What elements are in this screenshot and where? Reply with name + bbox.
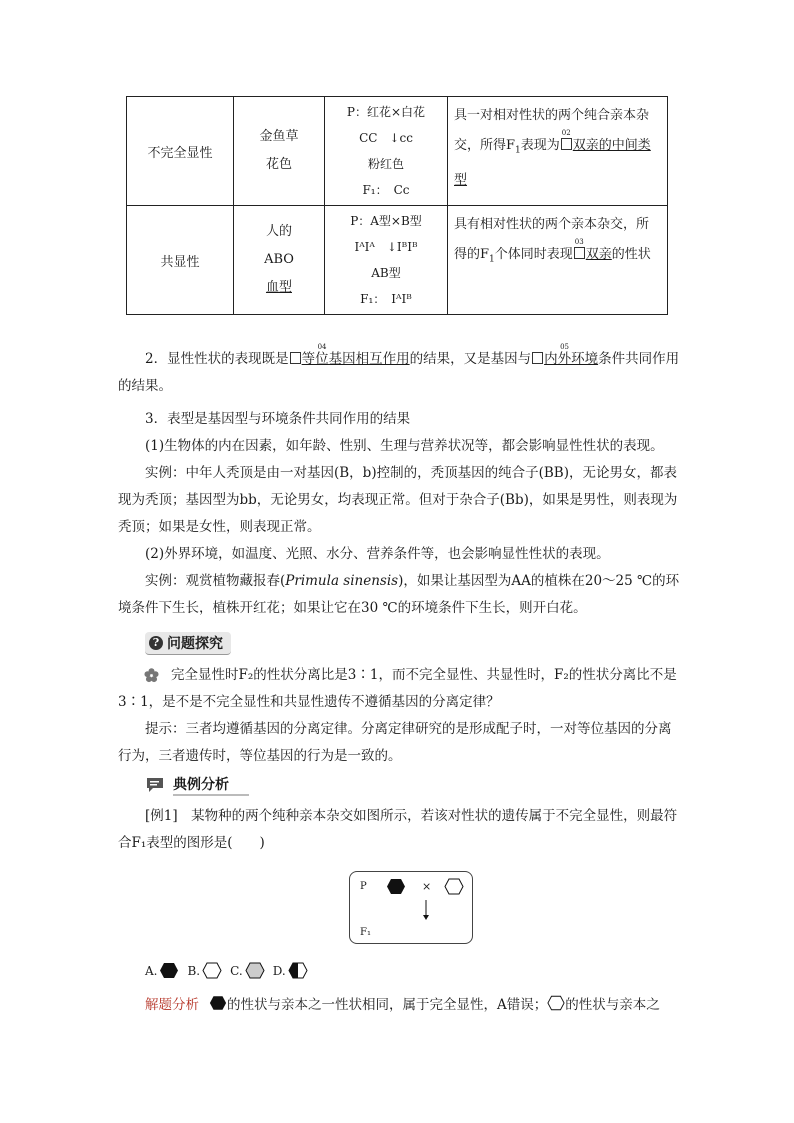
analysis-line: 解题分析 的性状与亲本之一性状相同，属于完全显性，A错误； 的性状与亲本之 xyxy=(145,993,685,1013)
answer: 双亲的中间类型 xyxy=(454,138,651,188)
section-label: ? 问题探究 xyxy=(145,632,231,655)
half-hexagon-icon xyxy=(288,962,308,979)
table-row xyxy=(127,206,668,315)
blank-box: 03 xyxy=(574,247,585,259)
example-cell: 人的 ABO 血型 xyxy=(234,206,325,315)
hint-text: 提示：三者均遵循基因的分离定律。分离定律研究的是形成配子时，一对等位基因的分离行为，三者遗传时，等位基因的行为是一致的。 xyxy=(118,721,672,764)
table-row xyxy=(127,97,668,206)
options-row xyxy=(145,962,308,979)
paragraph: 3．表型是基因型与环境条件共同作用的结果 xyxy=(145,411,411,427)
paragraph: (1)生物体的内在因素，如年龄、性别、生理与营养状况等，都会影响显性性状的表现。 xyxy=(145,438,664,454)
section-label: 典例分析 xyxy=(145,774,249,796)
cross-cell: P：红花×白花 CC ↓cc 粉红色 F₁： Cc xyxy=(325,97,448,206)
gray-hexagon-icon xyxy=(245,962,265,979)
option-a: A. xyxy=(145,963,158,978)
inheritance-table xyxy=(126,96,668,315)
type-cell: 不完全显性 xyxy=(127,97,234,206)
example-cell: 金鱼草 花色 xyxy=(234,97,325,206)
blank-box: 02 xyxy=(561,138,572,150)
answer: 双亲 xyxy=(585,247,612,262)
white-hexagon-icon xyxy=(202,962,222,979)
chat-icon xyxy=(145,776,167,794)
black-hexagon-icon xyxy=(209,995,227,1011)
blank-box: 04 xyxy=(290,352,301,364)
example-question: [例1] 某物种的两个纯种亲本杂交如图所示，若该对性状的遗传属于不完全显性，则最符合F₁表型的图形是( ) xyxy=(118,808,678,851)
blank-box: 05 xyxy=(532,352,543,364)
paragraph: 实例：中年人秃顶是由一对基因(B，b)控制的，秃顶基因的纯合子(BB)，无论男女，都表现为秃顶；基因型为bb，无论男女，均表现正常。但对于杂合子(Bb)，如果是男性，则表现为秃顶；如果是女性，则表现正常。 xyxy=(118,465,678,535)
cross-cell: P：A型×B型 IᴬIᴬ ↓IᴮIᴮ AB型 F₁： IᴬIᴮ xyxy=(325,206,448,315)
desc-cell: 具一对相对性状的两个纯合亲本杂交，所得$F_1$表现为 02 双亲的中间类型 xyxy=(448,97,668,206)
flower-icon xyxy=(144,668,159,683)
paragraph: 实例：观赏植物藏报春(Primula sinensis)，如果让基因型为AA的植株在20～25 ℃的环境条件下生长，植株开红花；如果让它在30 ℃的环境条件下生长，则开白花。 xyxy=(118,573,680,616)
type-cell: 共显性 xyxy=(127,206,234,315)
paragraph: 2．显性性状的表现既是 04 等位基因相互作用的结果，又是基因与 05 内外环境条件共同作用的结果。 xyxy=(118,343,680,394)
option-d: D. xyxy=(272,963,286,978)
arrow-down-icon xyxy=(423,900,429,920)
paragraph: (2)外界环境，如温度、光照、水分、营养条件等，也会影响显性性状的表现。 xyxy=(145,546,610,562)
option-b: B. xyxy=(187,963,201,978)
white-hexagon-icon xyxy=(444,878,464,895)
question-icon: ? xyxy=(149,636,163,650)
question-text: 完全显性时F₂的性状分离比是3∶1，而不完全显性、共显性时，F₂的性状分离比不是3∶1，是不是不完全显性和共显性遗传不遵循基因的分离定律？ xyxy=(118,667,677,710)
desc-cell: 具有相对性状的两个亲本杂交，所得的$F_1$个体同时表现 03 双亲的性状 xyxy=(448,206,668,315)
black-hexagon-icon xyxy=(386,878,406,895)
option-c: C. xyxy=(230,963,243,978)
black-hexagon-icon xyxy=(159,962,179,979)
analysis-label: 解题分析 xyxy=(145,997,199,1013)
white-hexagon-icon xyxy=(547,995,565,1011)
cross-figure: P × F₁ xyxy=(349,871,473,944)
